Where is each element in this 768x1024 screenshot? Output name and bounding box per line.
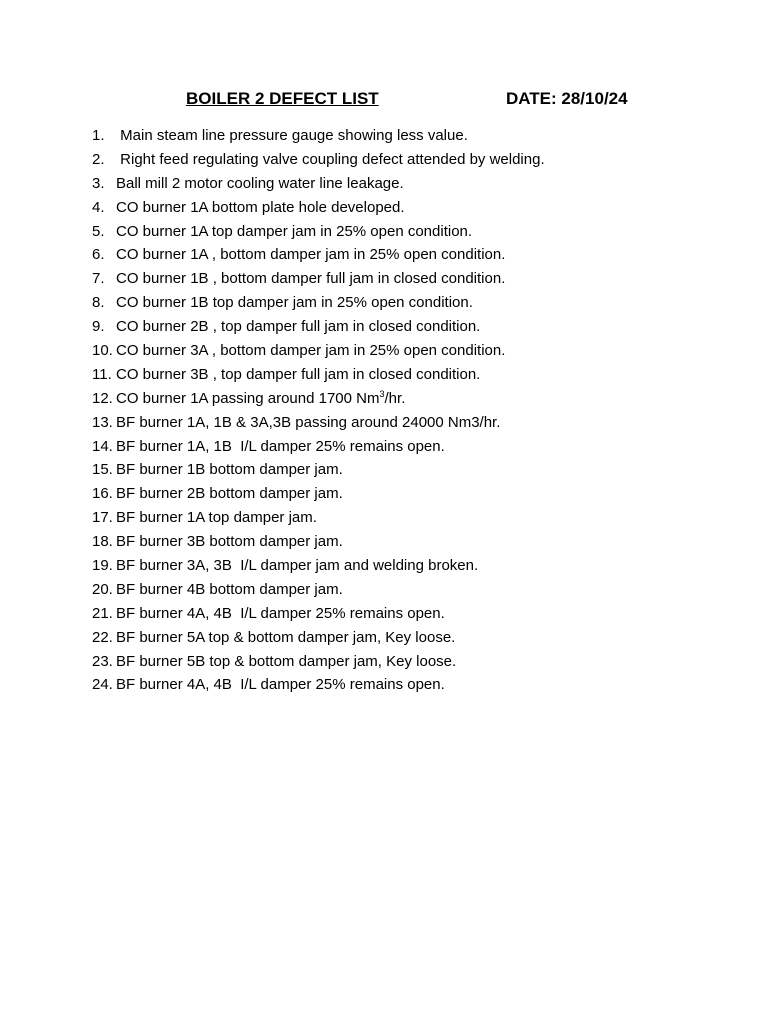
list-item-number: 5. bbox=[92, 222, 105, 240]
list-item-text-main: BF burner 5B top & bottom damper jam, Key loose. bbox=[116, 652, 457, 670]
list-item-text-main: CO burner 1A , bottom damper jam in 25% open condition. bbox=[116, 246, 506, 264]
list-item bbox=[92, 652, 732, 676]
list-item-number: 7. bbox=[92, 270, 105, 288]
list-item-text bbox=[116, 389, 405, 409]
list-item bbox=[92, 508, 732, 532]
list-item-text bbox=[116, 652, 456, 672]
list-item-text-main: Ball mill 2 motor cooling water line leakage. bbox=[116, 174, 404, 192]
list-item-number: 12. bbox=[92, 389, 113, 407]
list-item bbox=[92, 460, 732, 484]
list-item-number: 13. bbox=[92, 413, 113, 431]
list-item-text bbox=[116, 556, 478, 576]
list-item-text bbox=[116, 675, 445, 695]
list-item-text bbox=[116, 628, 455, 648]
list-item-number: 14. bbox=[92, 437, 113, 455]
list-item-number: 19. bbox=[92, 557, 113, 575]
list-item-text bbox=[116, 317, 480, 337]
list-item bbox=[92, 484, 732, 508]
list-item-text bbox=[116, 269, 505, 289]
list-item-number: 10. bbox=[92, 342, 113, 360]
list-item bbox=[92, 628, 732, 652]
list-item-text-main: CO burner 1A top damper jam in 25% open condition. bbox=[116, 222, 473, 240]
list-item-text bbox=[116, 150, 545, 170]
list-item-text bbox=[116, 174, 404, 194]
list-item-text-main: BF burner 4B bottom damper jam. bbox=[116, 580, 343, 598]
document-title: BOILER 2 DEFECT LIST bbox=[186, 89, 379, 108]
list-item bbox=[92, 245, 732, 269]
list-item-number: 6. bbox=[92, 246, 105, 264]
list-item-text-main: BF burner 2B bottom damper jam. bbox=[116, 485, 343, 503]
list-item-text-main: CO burner 1A bottom plate hole developed. bbox=[116, 198, 405, 216]
list-item-text bbox=[116, 413, 500, 433]
list-item bbox=[92, 556, 732, 580]
list-item-text bbox=[116, 293, 473, 313]
list-item-text-main: BF burner 1A top damper jam. bbox=[116, 509, 317, 527]
list-item bbox=[92, 532, 732, 556]
list-item-text-main: BF burner 4A, 4B I/L damper 25% remains open. bbox=[116, 604, 445, 622]
list-item-text bbox=[116, 126, 468, 146]
list-item-text bbox=[116, 341, 505, 361]
list-item bbox=[92, 198, 732, 222]
list-item-text-main: CO burner 2B , top damper full jam in closed condition. bbox=[116, 318, 481, 336]
list-item bbox=[92, 365, 732, 389]
list-item-text-main: CO burner 1B , bottom damper full jam in closed condition. bbox=[116, 270, 506, 288]
list-item-text-main: BF burner 1B bottom damper jam. bbox=[116, 461, 343, 479]
list-item-text-main: BF burner 1A, 1B & 3A,3B passing around 24000 Nm3/hr. bbox=[116, 413, 501, 431]
list-item-text bbox=[116, 437, 445, 457]
list-item bbox=[92, 437, 732, 461]
list-item-text-main: CO burner 1A passing around 1700 Nm bbox=[116, 389, 380, 407]
list-item bbox=[92, 150, 732, 174]
list-item-number: 22. bbox=[92, 628, 113, 646]
list-item-text bbox=[116, 222, 472, 242]
list-item-number: 23. bbox=[92, 652, 113, 670]
list-item-text bbox=[116, 245, 505, 265]
list-item-text bbox=[116, 198, 405, 218]
list-item-text-main: CO burner 3B , top damper full jam in closed condition. bbox=[116, 365, 481, 383]
list-item-text-main: CO burner 3A , bottom damper jam in 25% open condition. bbox=[116, 342, 506, 360]
list-item bbox=[92, 317, 732, 341]
list-item-number: 24. bbox=[92, 676, 113, 694]
list-item-number: 4. bbox=[92, 198, 105, 216]
list-item bbox=[92, 675, 732, 699]
list-item bbox=[92, 222, 732, 246]
list-item bbox=[92, 341, 732, 365]
list-item-text-main: BF burner 3A, 3B I/L damper jam and welding broken. bbox=[116, 557, 479, 575]
list-item-number: 18. bbox=[92, 533, 113, 551]
list-item-text-main: BF burner 4A, 4B I/L damper 25% remains open. bbox=[116, 676, 445, 694]
list-item bbox=[92, 269, 732, 293]
list-item-number: 17. bbox=[92, 509, 113, 527]
list-item bbox=[92, 604, 732, 628]
list-item bbox=[92, 580, 732, 604]
list-item-number: 8. bbox=[92, 294, 105, 312]
list-item-text-main: Right feed regulating valve coupling defect attended by welding. bbox=[116, 150, 545, 168]
list-item bbox=[92, 174, 732, 198]
list-item-number: 20. bbox=[92, 580, 113, 598]
list-item-number: 3. bbox=[92, 174, 105, 192]
list-item-text-main: BF burner 3B bottom damper jam. bbox=[116, 533, 343, 551]
defect-list bbox=[92, 126, 732, 699]
list-item-text bbox=[116, 604, 445, 624]
list-item-text-main: Main steam line pressure gauge showing less value. bbox=[116, 127, 468, 144]
list-item-number: 15. bbox=[92, 461, 113, 479]
superscript: 3 bbox=[379, 388, 385, 399]
list-item-text-main: BF burner 5A top & bottom damper jam, Key loose. bbox=[116, 628, 456, 646]
list-item-text bbox=[116, 484, 343, 504]
list-item bbox=[92, 126, 732, 150]
list-item-number: 9. bbox=[92, 318, 105, 336]
document-date: DATE: 28/10/24 bbox=[506, 89, 628, 108]
list-item-text bbox=[116, 460, 343, 480]
list-item bbox=[92, 293, 732, 317]
list-item-text bbox=[116, 580, 343, 600]
list-item-text-suffix: /hr. bbox=[384, 389, 406, 407]
list-item-number: 16. bbox=[92, 485, 113, 503]
list-item-text bbox=[116, 508, 317, 528]
list-item-text-main: CO burner 1B top damper jam in 25% open condition. bbox=[116, 294, 473, 312]
list-item-text bbox=[116, 365, 480, 385]
list-item-number: 1. bbox=[92, 127, 105, 144]
list-item bbox=[92, 389, 732, 413]
list-item-text-main: BF burner 1A, 1B I/L damper 25% remains open. bbox=[116, 437, 445, 455]
list-item bbox=[92, 413, 732, 437]
list-item-number: 2. bbox=[92, 150, 105, 168]
list-item-number: 21. bbox=[92, 604, 113, 622]
list-item-text bbox=[116, 532, 343, 552]
list-item-number: 11. bbox=[92, 365, 112, 383]
